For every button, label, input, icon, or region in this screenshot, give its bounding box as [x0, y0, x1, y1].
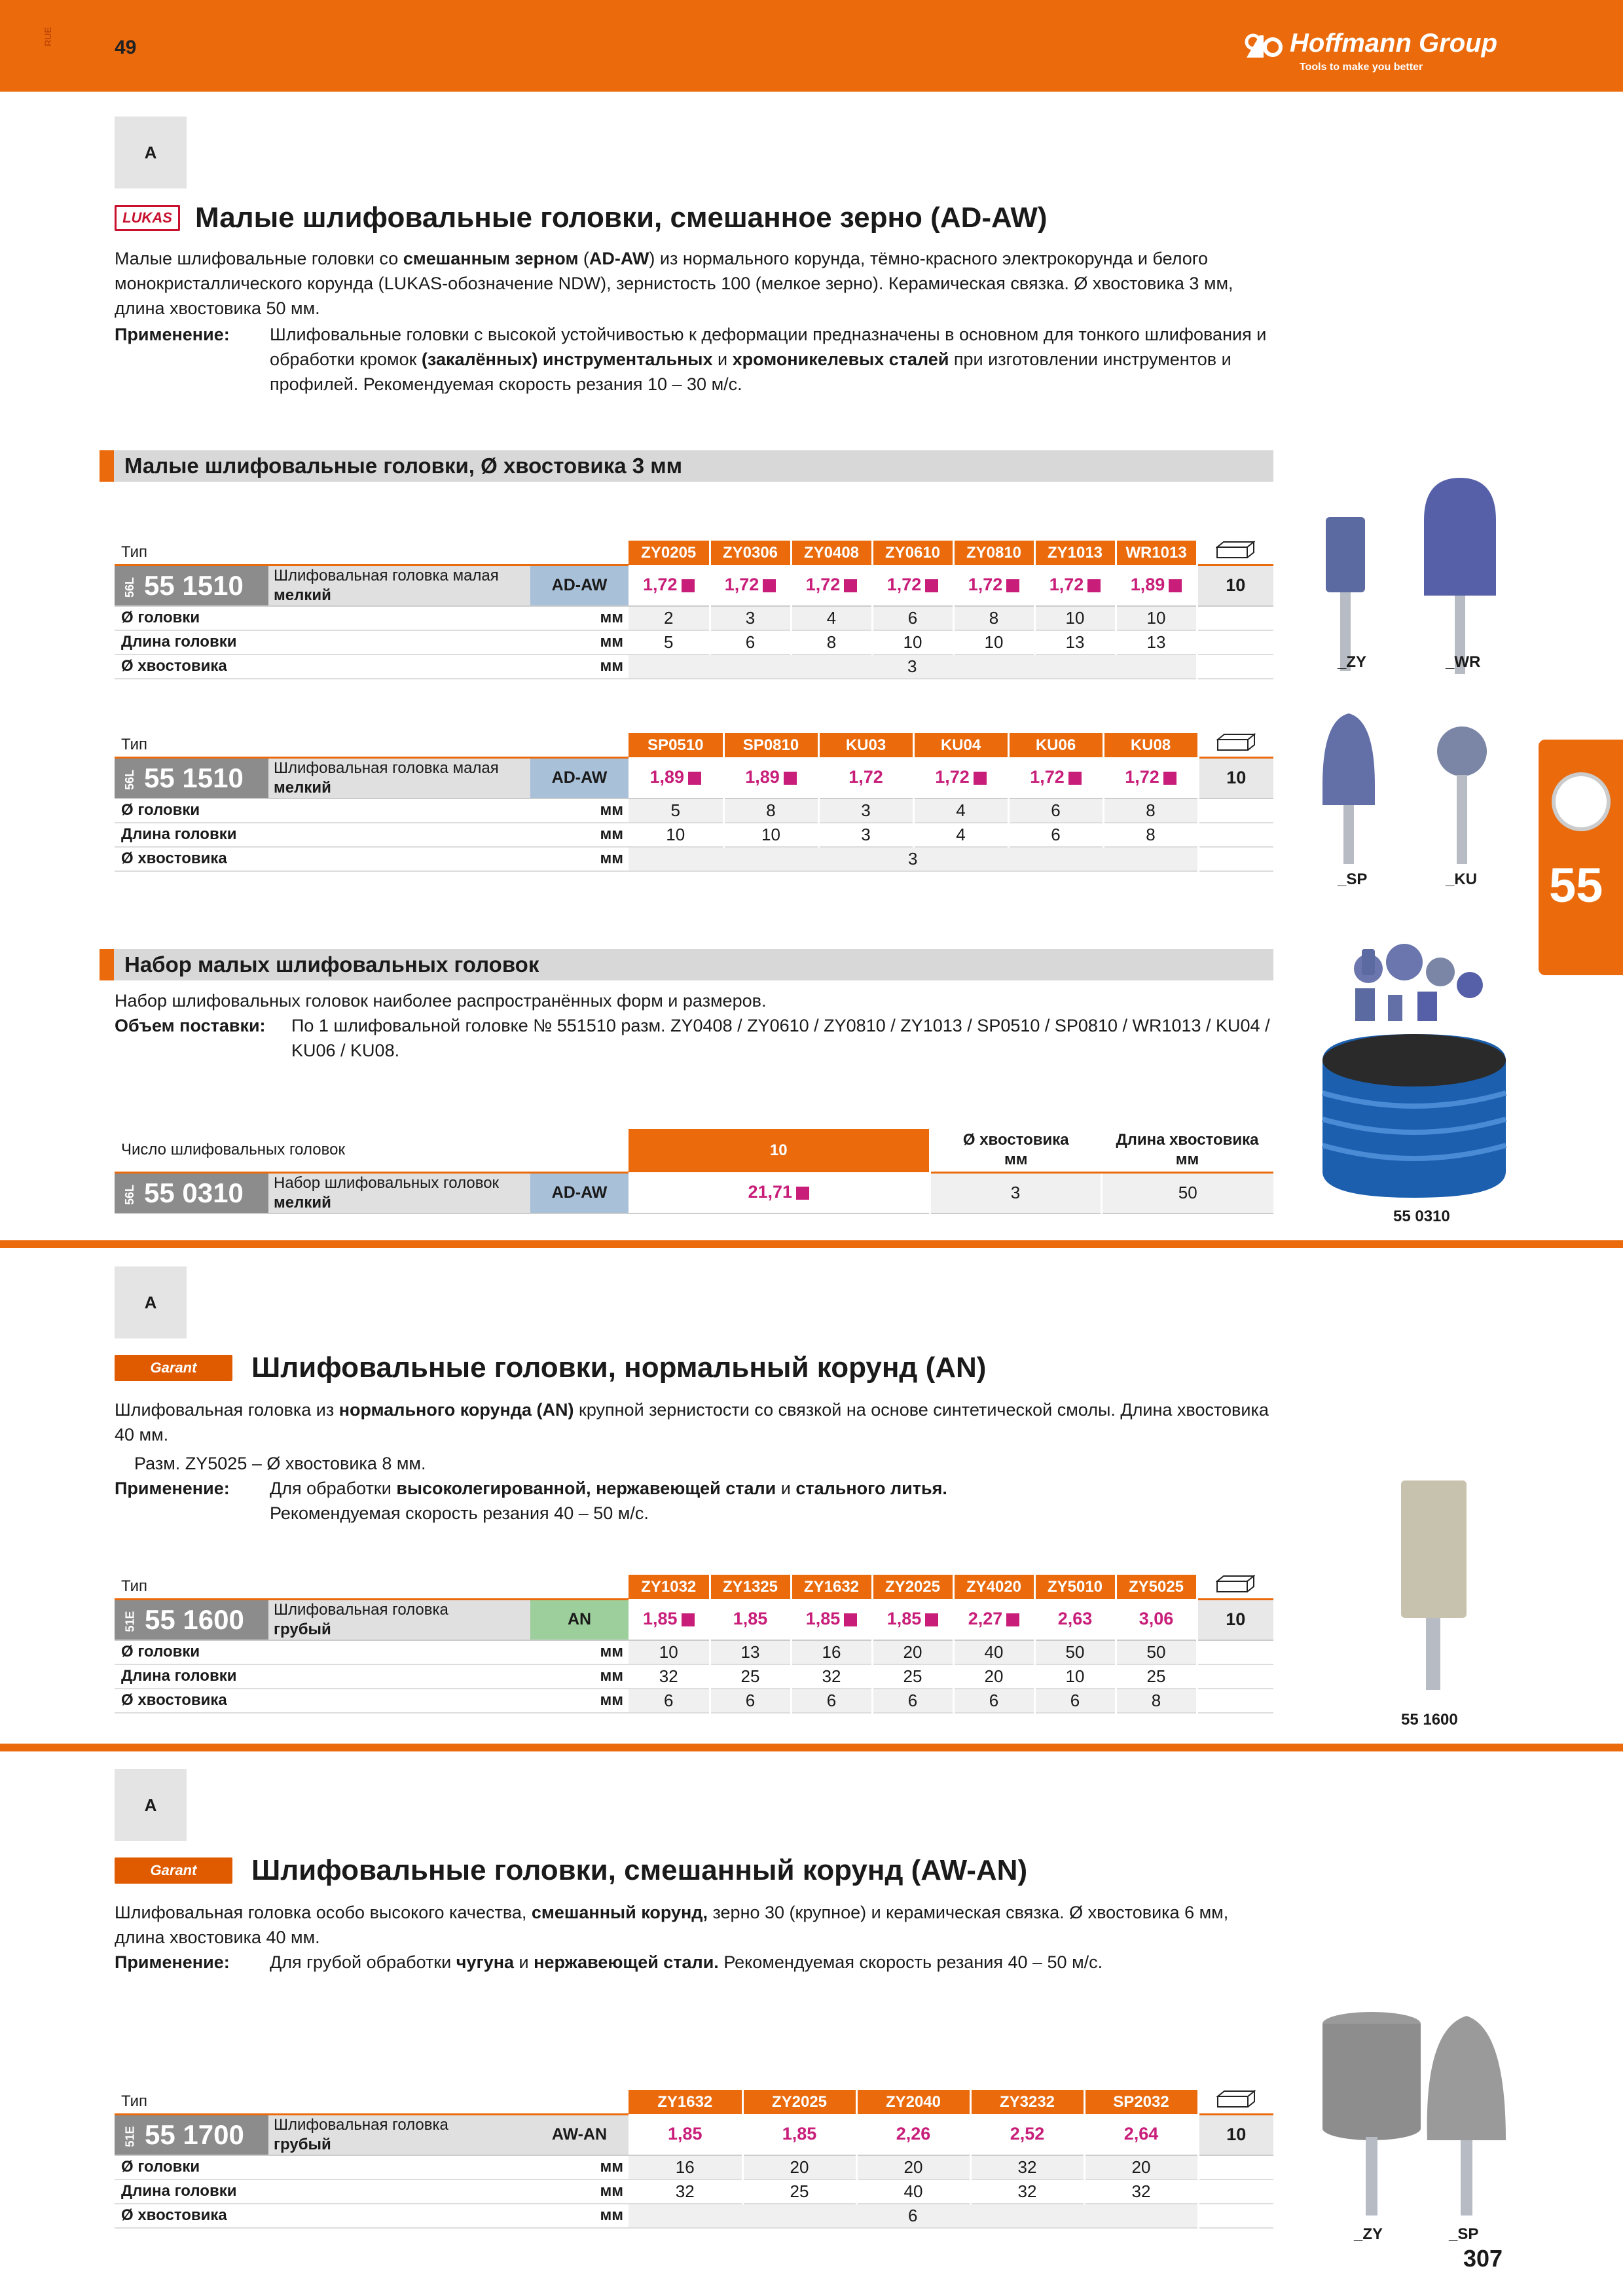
product-row[interactable]: 56L 55 1510 Шлифовальная головка малая мелкий AD-AW 1,89 1,89 1,72 1,72 1,72 1,72 10	[115, 757, 1273, 798]
image-caption: _SP	[1338, 870, 1368, 888]
product-image-an	[1395, 1479, 1473, 1695]
subsection-title: Малые шлифовальные головки, Ø хвостовика 3 мм	[100, 450, 1273, 482]
language-code: RUE	[42, 27, 53, 46]
image-caption: 55 1600	[1401, 1711, 1458, 1729]
package-icon	[1216, 733, 1256, 751]
grinding-disc-icon	[1552, 772, 1611, 831]
section-description: Шлифовальная головка из нормального корунда (AN) крупной зернистости со связкой на основе синтетической смолы. Длина хвостовика 40 мм. Разм. ZY5025 – Ø хвостовика 8 мм. Применение: Для обработки высоколегированной, нержавеющей стали и стального литья. Рекомендуемая скорость резания 40 – 50 м/с.	[115, 1400, 1269, 1523]
image-caption: _WR	[1446, 653, 1481, 671]
footer-page-number: 307	[1463, 2245, 1503, 2272]
section-divider	[0, 1240, 1623, 1248]
product-image-set	[1309, 936, 1519, 1204]
lukas-logo: LUKAS	[115, 205, 180, 231]
section-title: Шлифовальные головки, смешанный корунд (AW-AN)	[251, 1854, 1028, 1886]
chapter-tab[interactable]	[1539, 740, 1623, 975]
image-caption: _ZY	[1354, 2225, 1383, 2243]
image-caption: _KU	[1446, 870, 1478, 888]
image-caption: _ZY	[1338, 653, 1367, 671]
package-icon	[1216, 541, 1255, 559]
product-images-zy-wr	[1309, 471, 1519, 681]
chapter-number: 55	[1549, 858, 1603, 912]
product-table-2: Тип SP0510 SP0810 KU03 KU04 KU06 KU08 56L 55 1510 Шлифовальная головка малая мелкий AD-AW 1,89 1,89 1,72 1,72 1,72 1,72 10 Ø головки мм 5 8 3 4 6 8 Длина головки мм 10 10 3 4 6 8 Ø хвостовика мм 3	[115, 733, 1273, 872]
product-images-sp-ku	[1309, 713, 1519, 870]
hoffmann-logo-icon	[1244, 33, 1283, 59]
set-table: Число шлифовальных головок 10 Ø хвостовика мм Длина хвостовика мм 56L 55 0310 Набор шлифовальных головок мелкий AD-AW 21,71 3 50	[115, 1129, 1273, 1214]
section-divider	[0, 1744, 1623, 1751]
subsection-title: Набор малых шлифовальных головок	[100, 949, 1273, 980]
section-title: Малые шлифовальные головки, смешанное зерно (AD-AW)	[195, 202, 1048, 234]
quality-class-badge: A	[115, 117, 187, 188]
product-table-3: Тип ZY1032 ZY1325 ZY1632 ZY2025 ZY4020 ZY5010 ZY5025 51E 55 1600 Шлифовальная головка грубый AN 1,85 1,85 1,85 1,85 2,27 2,63 3,06 10 Ø головки мм 10 13 16 20 40 50 50 Длина головки мм 32 25 32 25 20 10 25 Ø хвостовика мм 6 6 6 6 6 6 8	[115, 1575, 1273, 1713]
product-table-4: Тип ZY1632 ZY2025 ZY2040 ZY3232 SP2032 51E 55 1700 Шлифовальная головка грубый AW-AN 1,85 1,85 2,26 2,52 2,64 10 Ø головки мм 16 20 20 32 20 Длина головки мм 32 25 40 32 32 Ø хвостовика мм 6	[115, 2090, 1273, 2229]
product-row[interactable]: 51E 55 1600 Шлифовальная головка грубый AN 1,85 1,85 1,85 1,85 2,27 2,63 3,06 10	[115, 1599, 1273, 1640]
product-images-zy-sp	[1316, 2009, 1512, 2232]
set-description: Набор шлифовальных головок наиболее распространённых форм и размеров. Объем поставки: По 1 шлифовальной головке № 551510 разм. ZY0408 / ZY0610 / ZY0810 / ZY1013 / SP0510 / SP0810 / WR1013 / KU04 / KU06 / KU08.	[115, 991, 1270, 1060]
brand-tagline: Tools to make you better	[1300, 62, 1423, 73]
package-icon	[1216, 2090, 1256, 2108]
image-caption: _SP	[1449, 2225, 1479, 2243]
product-row[interactable]: 56L 55 0310 Набор шлифовальных головок мелкий AD-AW 21,71 3 50	[115, 1172, 1273, 1213]
image-caption: 55 0310	[1393, 1208, 1450, 1225]
quality-class-badge: A	[115, 1266, 187, 1338]
quality-class-badge: A	[115, 1769, 187, 1841]
hoffmann-logo[interactable]	[1244, 29, 1519, 81]
section-description: Шлифовальная головка особо высокого качества, смешанный корунд, зерно 30 (крупное) и керамическая связка. Ø хвостовика 6 мм, длина хвостовика 40 мм. Применение: Для грубой обработки чугуна и нержавеющей стали. Рекомендуемая скорость резания 40 – 50 м/с.	[115, 1903, 1229, 1972]
package-icon	[1216, 1575, 1255, 1593]
product-row[interactable]: 51E 55 1700 Шлифовальная головка грубый AW-AN 1,85 1,85 2,26 2,52 2,64 10	[115, 2114, 1273, 2155]
page-number: 49	[115, 37, 137, 58]
section-title: Шлифовальные головки, нормальный корунд (AN)	[251, 1352, 987, 1384]
section-description: Малые шлифовальные головки со смешанным зерном (AD-AW) из нормального корунда, тёмно-красного электрокорунда и белого монокристаллического корунда (LUKAS-обозначение NDW), зернистость 100 (мелкое зерно). Керамическая связка. Ø хвостовика 3 мм, длина хвостовика 50 мм. Применение: Шлифовальные головки с высокой устойчивостью к деформации предназначены в основном для тонкого шлифования и обработки кромок (закалённых) инструментальных и хромоникелевых сталей при изготовлении инструментов и профилей. Рекомендуемая скорость резания 10 – 30 м/с.	[115, 249, 1267, 394]
garant-logo: Garant	[115, 1355, 232, 1381]
product-table-1: Тип ZY0205 ZY0306 ZY0408 ZY0610 ZY0810 ZY1013 WR1013 56L 55 1510 Шлифовальная головка малая мелкий AD-AW 1,72 1,72 1,72 1,72 1,72 1,72 1,89 10 Ø головки мм 2 3 4 6 8 10 10 Длина головки мм 5 6 8 10 10 13 13 Ø хвостовика мм 3	[115, 541, 1273, 679]
garant-logo: Garant	[115, 1857, 232, 1884]
product-row[interactable]: 56L 55 1510 Шлифовальная головка малая мелкий AD-AW 1,72 1,72 1,72 1,72 1,72 1,72 1,89 10	[115, 565, 1273, 606]
brand-name: Hoffmann Group	[1290, 29, 1498, 58]
